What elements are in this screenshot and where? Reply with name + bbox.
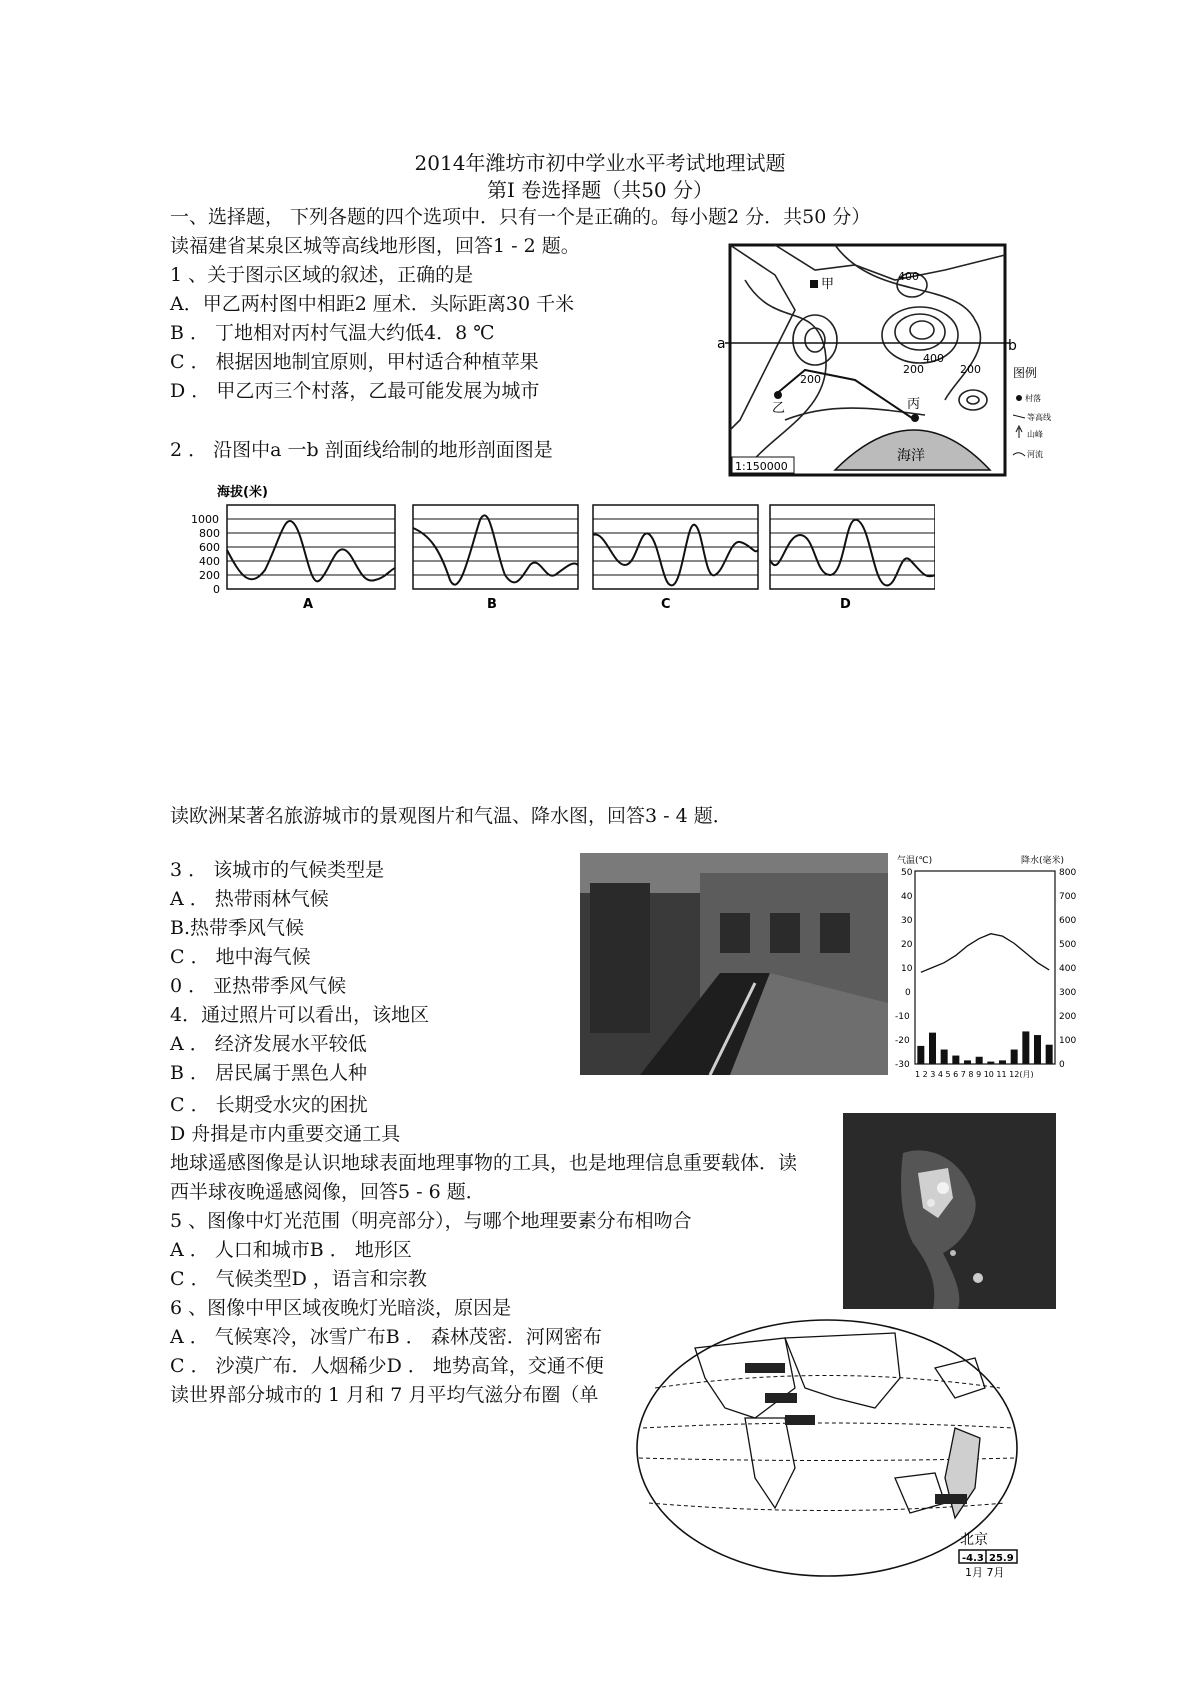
precip-bar [987,1062,994,1064]
contour-200-c: 200 [960,363,981,376]
instructions: 一、选择题， 下列各题的四个选项中．只有一个是正确的。每小题2 分．共50 分） [170,206,871,228]
climate-temp-label: 气温(℃) [897,856,933,866]
temp-tick-m20: -20 [895,1036,910,1046]
village-jia: 甲 [821,277,835,292]
temp-tick-50: 50 [901,868,913,878]
beijing-jul-temp: 25.9 [989,1553,1014,1564]
precip-bar [999,1060,1006,1064]
climate-months: 1 2 3 4 5 6 7 8 9 10 11 12(月) [915,1070,1034,1078]
climate-precip-label: 降水(毫米) [1021,856,1065,866]
profile-label-d: D [840,597,851,612]
contour-400-a: 400 [898,270,919,283]
temp-tick-10: 10 [901,964,913,974]
climate-right-ticks [1059,868,1076,1070]
q1-option-d: D ． 甲乙丙三个村落，乙最可能发展为城市 [170,380,540,402]
precip-tick-100: 100 [1059,1036,1077,1046]
q3-option-d: 0 ． 亚热带季风气候 [170,975,347,997]
page-title: 2014年潍坊市初中学业水平考试地理试题 [414,151,786,175]
profile-label-b: B [487,597,497,612]
profile-tick-800: 800 [199,527,220,540]
precip-bar [1011,1050,1018,1064]
legend-peak: 山峰 [1027,430,1043,439]
q1-option-b: B ． 丁地相对丙村气温大约低4．8 ℃ [170,322,495,344]
precip-tick-800: 800 [1059,868,1077,878]
precip-tick-700: 700 [1059,892,1077,902]
q1-stem: 1 、关于图示区域的叙述，正确的是 [170,264,474,286]
intro-q3-4: 读欧洲某著名旅游城市的景观图片和气温、降水图，回答3 - 4 题． [170,805,732,827]
q4-option-b: B ． 居民属于黑色人种 [170,1062,368,1084]
q6-stem: 6 、图像中甲区域夜晚灯光暗淡，原因是 [170,1297,512,1319]
profile-tick-400: 400 [199,555,220,568]
q1-option-a: A．甲乙两村图中相距2 厘术．头际距离30 千米 [170,293,575,315]
para-5-6-line2: 西半球夜晚遥感阅像，回答5 - 6 题． [170,1181,485,1203]
profile-point-a: a [717,336,726,352]
profile-label-a: A [303,597,314,612]
profile-point-b: b [1008,338,1017,354]
para-5-6-line1: 地球遥感图像是认识地球表面地理事物的工具，也是地理信息重要载体．读 [170,1152,798,1174]
precip-tick-0: 0 [1059,1060,1065,1070]
q6-options-ab: A ． 气候寒冷，冰雪广布B ． 森林茂密．河网密布 [170,1326,602,1348]
precip-tick-600: 600 [1059,916,1077,926]
night-satellite-image [843,1113,1056,1309]
beijing-jan-temp: -4.3 [962,1553,984,1564]
q3-stem: 3 ． 该城市的气候类型是 [170,859,385,881]
village-bing: 丙 [907,397,921,412]
last-intro-line: 读世界部分城市的 1 月和 7 月平均气滋分布圈（单 [170,1384,599,1406]
profile-tick-600: 600 [199,541,220,554]
month-labels: 1月 7月 [965,1566,1005,1579]
temp-tick-m10: -10 [895,1012,910,1022]
temp-tick-40: 40 [901,892,913,902]
village-yi: 乙 [772,401,786,416]
temp-tick-0: 0 [905,988,911,998]
profile-tick-1000: 1000 [191,513,219,526]
legend-title: 图例 [1013,366,1038,380]
precip-tick-400: 400 [1059,964,1077,974]
precip-tick-300: 300 [1059,988,1077,998]
map-scale: 1:150000 [735,460,788,473]
legend-village: 村落 [1025,394,1041,403]
world-temperature-map [635,1318,1020,1580]
profile-label-c: C [661,597,671,612]
climate-chart [893,853,1083,1078]
q6-options-cd: C ． 沙漠广布．人烟稀少D ． 地势高耸，交通不便 [170,1355,604,1377]
q4-stem: 4．通过照片可以看出，该地区 [170,1004,430,1026]
q1-option-c: C ． 根据因地制宜原则，甲村适合种植苹果 [170,351,539,373]
contour-200-b: 200 [903,363,924,376]
city-canal-photo [580,853,888,1075]
precip-bar [976,1057,983,1064]
precip-bar [964,1060,971,1064]
legend-contour: 等高线 [1027,413,1051,422]
precip-bar [1022,1031,1029,1064]
climate-left-ticks [895,868,913,1070]
beijing-label: 北京 [960,1532,988,1548]
temperature-line [921,934,1049,973]
contour-map [715,240,1055,485]
profile-panel-d [770,505,935,612]
section-subtitle: 第I 卷选择题（共50 分） [486,178,714,202]
q4-option-c: C ． 长期受水灾的困扰 [170,1094,368,1116]
precip-bar [1034,1035,1041,1064]
q5-options-cd: C ． 气候类型D ，语言和宗教 [170,1268,427,1290]
precip-bar [917,1046,924,1064]
q2-stem: 2 ． 沿图中a 一b 剖面线给制的地形剖面图是 [170,439,553,461]
terrain-profiles [185,480,935,620]
precip-tick-500: 500 [1059,940,1077,950]
q4-option-a: A ． 经济发展水平较低 [170,1033,367,1055]
precip-bar [1046,1045,1053,1064]
q3-option-b: B.热带季风气候 [170,917,305,939]
contour-200-a: 200 [800,373,821,386]
q3-option-a: A ． 热带雨林气候 [170,888,329,910]
temp-tick-20: 20 [901,940,913,950]
profile-panel-c [593,505,758,612]
contour-400-b: 400 [923,352,944,365]
legend-river: 河流 [1027,450,1043,459]
ocean-label: 海洋 [897,448,925,464]
precip-bar [941,1050,948,1064]
profile-ylabel: 海拔(米) [217,485,268,500]
intro-q1-2: 读福建省某泉区城等高线地形图，回答1 - 2 题。 [170,235,580,257]
q4-option-d: D 舟揖是市内重要交通工具 [170,1123,401,1145]
q3-option-c: C ． 地中海气候 [170,946,311,968]
profile-tick-0: 0 [213,583,220,596]
profile-tick-200: 200 [199,569,220,582]
precip-bar [929,1033,936,1064]
profile-panel-a [227,505,395,612]
precip-bar [952,1056,959,1064]
precip-tick-200: 200 [1059,1012,1077,1022]
temp-tick-30: 30 [901,916,913,926]
q5-stem: 5 、图像中灯光范围（明亮部分），与哪个地理要素分布相吻合 [170,1210,692,1232]
q5-options-ab: A ． 人口和城市B ． 地形区 [170,1239,412,1261]
temp-tick-m30: -30 [895,1060,910,1070]
profile-panel-b [413,505,578,612]
